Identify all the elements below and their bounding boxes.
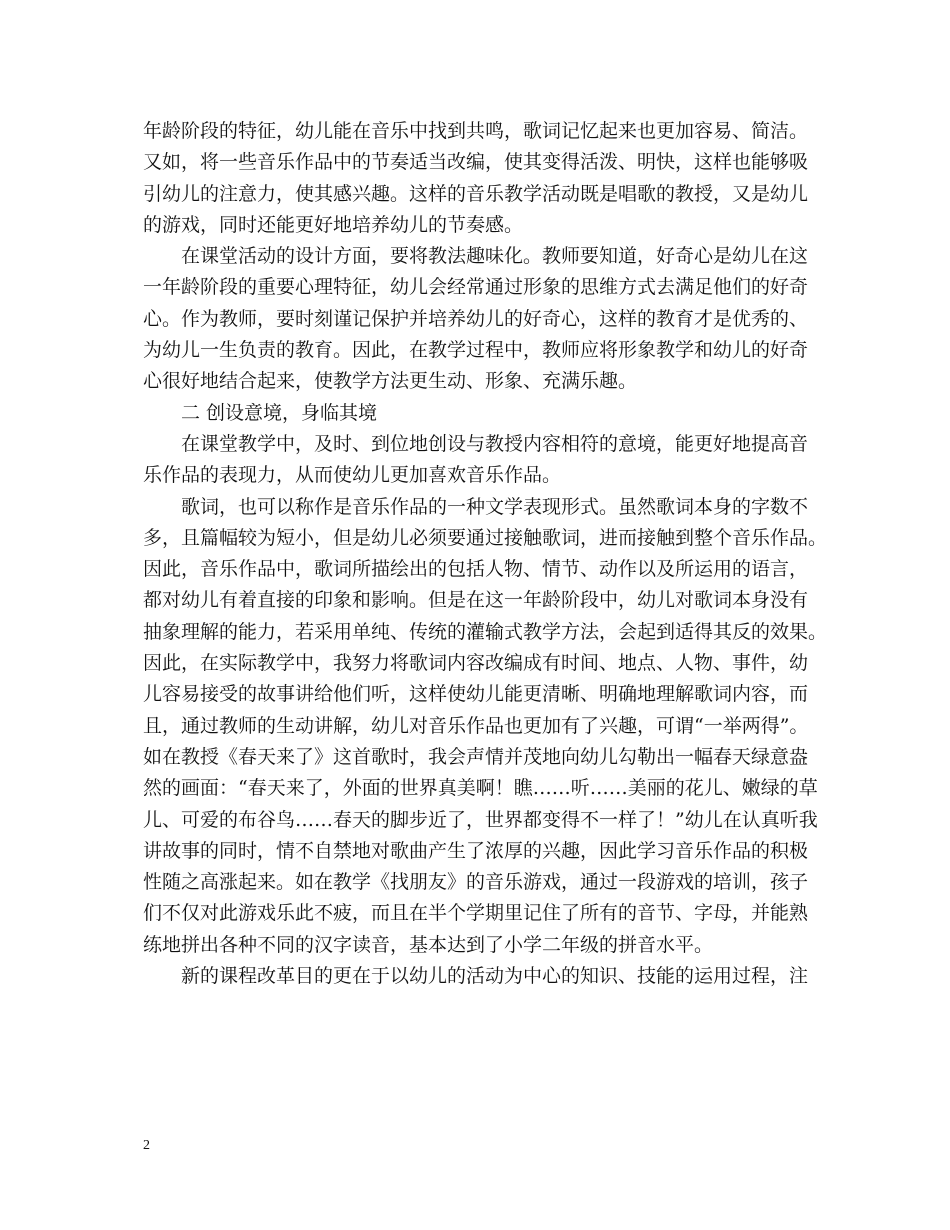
- text-line: 引幼儿的注意力，使其感兴趣。这样的音乐教学活动既是唱歌的教授，又是幼儿: [143, 182, 809, 205]
- text-line: 儿、可爱的布谷鸟……春天的脚步近了，世界都变得不一样了！”幼儿在认真听我: [143, 808, 818, 831]
- text-line: 讲故事的同时，情不自禁地对歌曲产生了浓厚的兴趣，因此学习音乐作品的积极: [143, 839, 809, 862]
- text-line: 心。作为教师，要时刻谨记保护并培养幼儿的好奇心，这样的教育才是优秀的、: [143, 307, 809, 330]
- paragraph-first-line: 二 创设意境，身临其境: [181, 401, 378, 424]
- page-number: 2: [143, 1138, 150, 1153]
- text-line: 性随之高涨起来。如在教学《找朋友》的音乐游戏，通过一段游戏的培训，孩子: [143, 871, 809, 894]
- text-line: 如在教授《春天来了》这首歌时，我会声情并茂地向幼儿勾勒出一幅春天绿意盎: [143, 745, 809, 768]
- body-text: [143, 116, 828, 992]
- text-line: 抽象理解的能力，若采用单纯、传统的灌输式教学方法，会起到适得其反的效果。: [143, 620, 828, 643]
- text-line: 儿容易接受的故事讲给他们听，这样使幼儿能更清晰、明确地理解歌词内容，而: [143, 683, 809, 706]
- text-line: 都对幼儿有着直接的印象和影响。但是在这一年龄阶段中，幼儿对歌词本身没有: [143, 589, 809, 612]
- text-line: 们不仅对此游戏乐此不疲，而且在半个学期里记住了所有的音节、字母，并能熟: [143, 902, 809, 925]
- paragraph-first-line: 歌词，也可以称作是音乐作品的一种文学表现形式。虽然歌词本身的字数不: [181, 495, 809, 518]
- paragraph-first-line: 在课堂活动的设计方面，要将教法趣味化。教师要知道，好奇心是幼儿在这: [181, 245, 809, 268]
- text-line: 练地拼出各种不同的汉字读音，基本达到了小学二年级的拼音水平。: [143, 933, 714, 956]
- paragraph-first-line: 新的课程改革目的更在于以幼儿的活动为中心的知识、技能的运用过程，注: [181, 965, 809, 988]
- text-line: 又如，将一些音乐作品中的节奏适当改编，使其变得活泼、明快，这样也能够吸: [143, 151, 809, 174]
- text-line: 乐作品的表现力，从而使幼儿更加喜欢音乐作品。: [143, 464, 562, 487]
- text-line: 为幼儿一生负责的教育。因此，在教学过程中，教师应将形象教学和幼儿的好奇: [143, 339, 809, 362]
- paragraph-first-line: 在课堂教学中，及时、到位地创设与教授内容相符的意境，能更好地提高音: [181, 432, 809, 455]
- text-line: 然的画面：“春天来了，外面的世界真美啊！瞧……听……美丽的花儿、嫩绿的草: [143, 777, 818, 800]
- text-line: 心很好地结合起来，使教学方法更生动、形象、充满乐趣。: [143, 370, 638, 393]
- text-line: 年龄阶段的特征，幼儿能在音乐中找到共鸣，歌词记忆起来也更加容易、简洁。: [143, 120, 809, 142]
- text-line: 且，通过教师的生动讲解，幼儿对音乐作品也更加有了兴趣，可谓“一举两得”。: [143, 714, 809, 737]
- text-line: 一年龄阶段的重要心理特征，幼儿会经常通过形象的思维方式去满足他们的好奇: [143, 276, 809, 299]
- text-line: 的游戏，同时还能更好地培养幼儿的节奏感。: [143, 213, 524, 236]
- text-line: 因此，音乐作品中，歌词所描绘出的包括人物、情节、动作以及所运用的语言，: [143, 558, 809, 581]
- text-line: 因此，在实际教学中，我努力将歌词内容改编成有时间、地点、人物、事件，幼: [143, 652, 809, 675]
- text-line: 多，且篇幅较为短小，但是幼儿必须要通过接触歌词，进而接触到整个音乐作品。: [143, 526, 828, 549]
